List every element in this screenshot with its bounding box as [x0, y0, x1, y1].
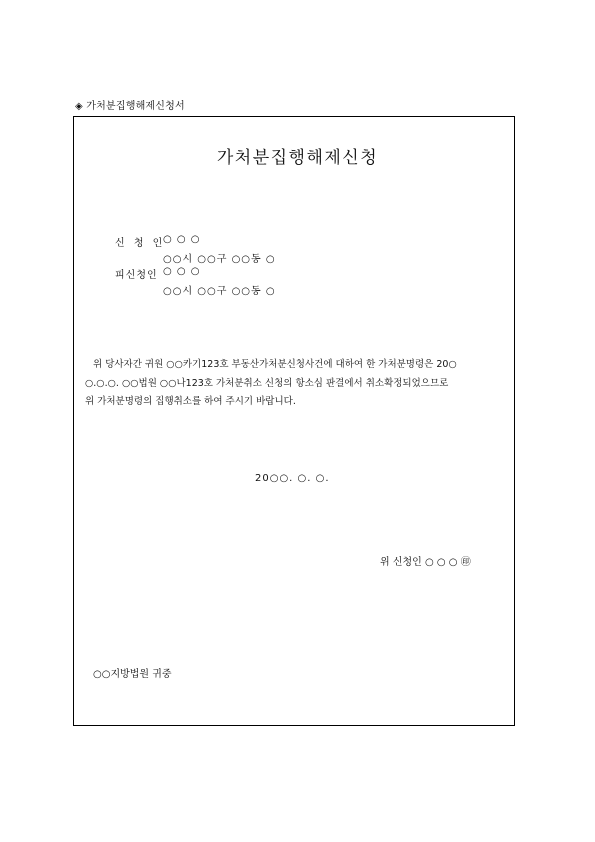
respondent-name: ○ ○ ○ [163, 266, 201, 277]
document-title: 가처분집행해제신청 [216, 148, 379, 168]
body-line: 위 당사자간 귀원 ○○카기123호 부동산가처분신청사건에 대하여 한 가처분명령은 20○ [93, 359, 457, 370]
applicant-label: 신 청 인 [115, 238, 166, 249]
application-date: 20○○. ○. ○. [255, 473, 330, 484]
body-line: ○.○.○. ○○법원 ○○나123호 가처분취소 신청의 항소심 판결에서 취소확정되었으므로 [85, 378, 449, 389]
form-caption: ◈ 가처분집행해제신청서 [75, 101, 185, 112]
applicant-address: ○○시 ○○구 ○○동 ○ [163, 254, 276, 265]
applicant-name: ○ ○ ○ [163, 234, 201, 245]
respondent-address: ○○시 ○○구 ○○동 ○ [163, 286, 276, 297]
respondent-label: 피신청인 [115, 270, 158, 281]
body-line: 위 가처분명령의 집행취소를 하여 주시기 바랍니다. [85, 396, 296, 407]
court-addressee: ○○지방법원 귀중 [93, 669, 172, 680]
document-frame [73, 116, 515, 726]
applicant-signature: 위 신청인 ○ ○ ○ ㊞ [380, 557, 471, 568]
